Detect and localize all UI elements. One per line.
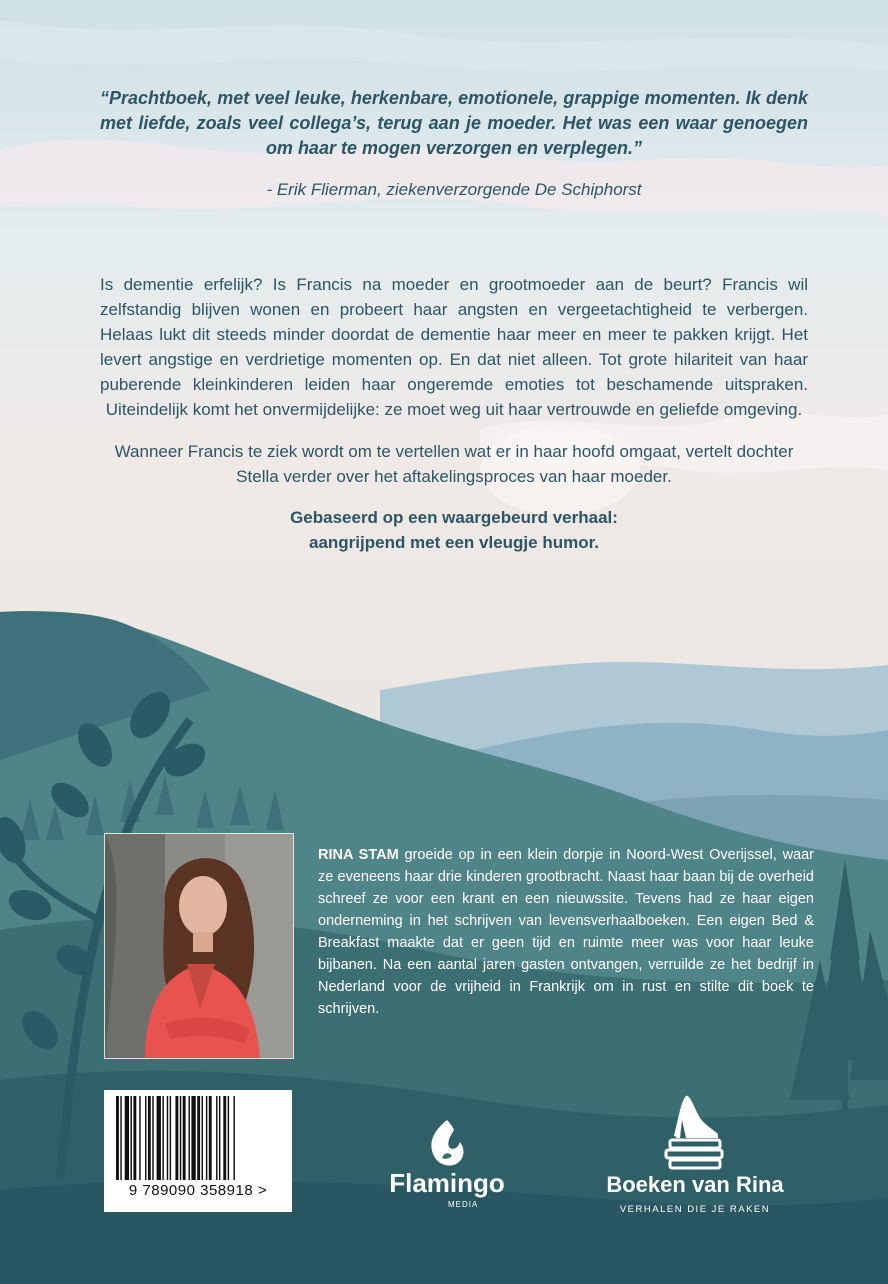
high-heel-on-books-icon <box>590 1090 800 1170</box>
quote-text: “Prachtboek, met veel leuke, herkenbare, emotionele, grappige momenten. Ik denk met liefde, zoals veel collega’s, terug aan je moeder. Het was een waar genoegen om haar te mogen verzorgen en verplegen.” <box>100 88 808 158</box>
flamingo-wordmark: Flamingo <box>389 1168 505 1198</box>
author-name: RINA STAM <box>318 847 399 863</box>
synopsis-paragraph: Is dementie erfelijk? Is Francis na moeder en grootmoeder aan de beurt? Francis wil zelfstandig blijven wonen en probeert haar angsten en vergeetachtigheid te verbergen. Helaas lukt dit steeds minder doordat de dementie haar meer en meer te pakken krijgt. Het levert angstige en verdrietige momenten op. En dat niet alleen. Tot grote hilariteit van haar puberende kleinkinderen leiden haar ongeremde emoties tot beschamende uitspraken. Uiteindelijk komt het onvermijdelijke: ze moet weg uit haar vertrouwde en geliefde omgeving. <box>100 275 808 419</box>
author-bio-text: groeide op in een klein dorpje in Noord-West Overijssel, waar ze eveneens haar drie kinderen grootbracht. Naast haar baan bij de overheid schreef ze voor een krant en een nieuwssite. Tevens had ze haar eigen onderneming in het schrijven van levensverhaalboeken. Een eigen Bed & Breakfast maakte dat er geen tijd en ruimte meer was voor haar leuke bijbanen. Na een aantal jaren gasten ontvangen, verruilde ze het bedrijf in Nederland voor de vrijheid in Frankrijk om in rust en stilte dit boek te schrijven. <box>318 847 815 1017</box>
tagline <box>100 505 808 555</box>
isbn-barcode <box>104 1090 292 1212</box>
tagline-line: aangrijpend met een vleugje humor. <box>308 533 599 552</box>
synopsis <box>100 272 808 555</box>
synopsis-paragraph: Wanneer Francis te ziek wordt om te vertellen wat er in haar hoofd omgaat, vertelt dochter Stella verder over het aftakelingsproces van haar moeder. <box>114 442 794 486</box>
isbn-number: 9 789090 358918 > <box>128 1182 268 1199</box>
author-photo <box>104 833 294 1059</box>
cloud-band <box>0 20 888 71</box>
review-quote <box>100 86 808 200</box>
flamingo-media-logo <box>362 1118 532 1218</box>
boeken-van-rina-slogan: VERHALEN DIE JE RAKEN <box>619 1204 771 1215</box>
flamingo-subtitle: MEDIA <box>448 1200 479 1209</box>
boeken-van-rina-logo <box>590 1090 800 1220</box>
tagline-line: Gebaseerd op een waargebeurd verhaal: <box>290 508 618 527</box>
quote-attribution: - Erik Flierman, ziekenverzorgende De Schiphorst <box>266 180 642 199</box>
author-bio <box>318 844 814 1020</box>
boeken-van-rina-wordmark: Boeken van Rina <box>606 1172 784 1197</box>
flame-icon <box>362 1118 532 1170</box>
barcode-bars <box>104 1090 292 1185</box>
